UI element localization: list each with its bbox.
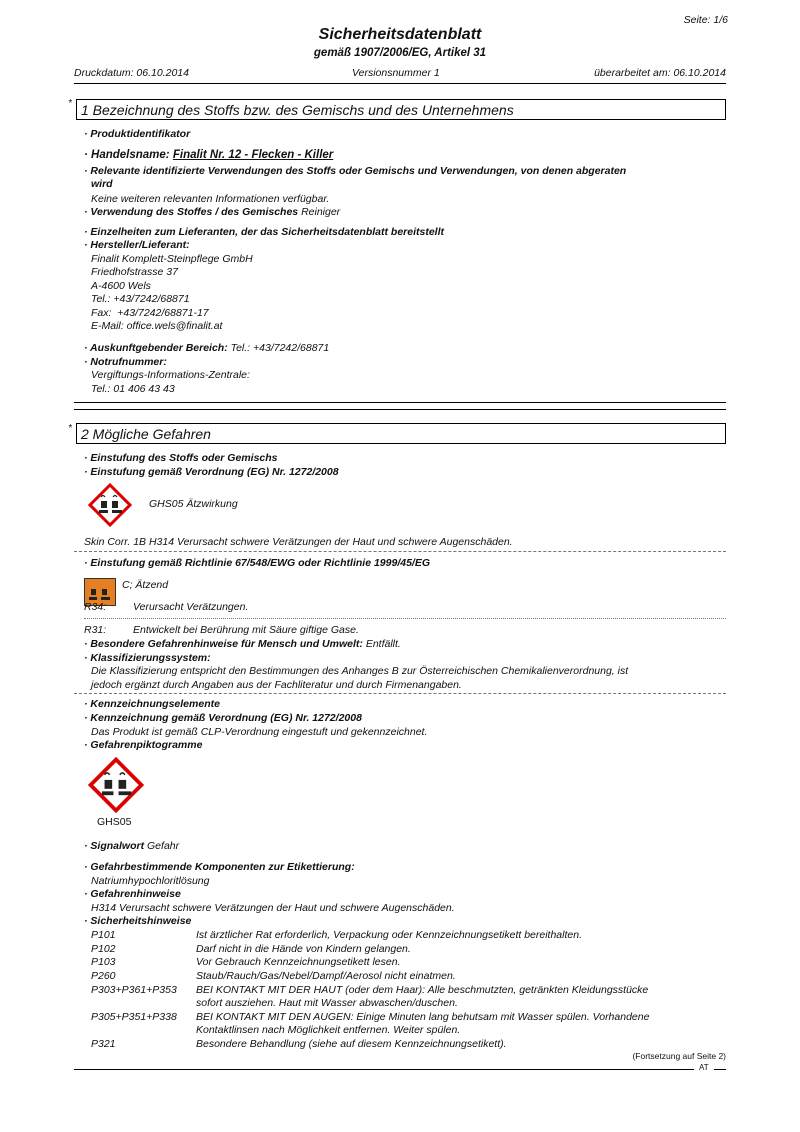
address-line: A-4600 Wels [91,280,151,292]
komponenten-label: · Gefahrbestimmende Komponenten zur Etikettierung: [84,861,355,873]
p-code: P321 [91,1038,116,1050]
footer-rule-end [714,1069,726,1070]
p-code: P102 [91,943,116,955]
ghs05-pictogram-icon [88,757,144,813]
p-code: P101 [91,929,116,941]
keine-info: Keine weiteren relevanten Informationen verfügbar. [91,193,330,205]
kennzeichnung-text: Das Produkt ist gemäß CLP-Verordnung eingestuft und gekennzeichnet. [91,726,428,738]
verwendung-value: Reiniger [301,206,341,218]
signalwort-value: Gefahr [147,840,180,852]
verwendung-label: · Verwendung des Stoffes / des Gemisches [84,206,299,218]
hersteller-label: · Hersteller/Lieferant: [84,239,190,251]
einzelheiten-label: · Einzelheiten zum Lieferanten, der das Sicherheitsdatenblatt bereitstellt [84,226,444,238]
page-number: Seite: 1/6 [683,14,728,26]
r31-code: R31: [84,624,107,636]
relevante-verwendungen-1: · Relevante identifizierte Verwendungen des Stoffs oder Gemischs und Verwendungen, von denen abgeraten [84,165,627,177]
skin-corr-line: Skin Corr. 1B H314 Verursacht schwere Verätzungen der Haut und schwere Augenschäden. [84,536,513,548]
komponenten-value: Natriumhypochloritlösung [91,875,210,887]
r31-text: Entwickelt bei Berührung mit Säure giftige Gase. [133,624,359,636]
notruf-line: Tel.: 01 406 43 43 [91,383,175,395]
dashed-divider [74,551,726,552]
section-rule [74,409,726,410]
document-subtitle: gemäß 1907/2006/EG, Artikel 31 [313,47,487,59]
footer-rule [74,1069,694,1070]
address-line: Finalit Komplett-Steinpflege GmbH [91,253,253,265]
address-line: Tel.: +43/7242/68871 [91,293,190,305]
notruf-label: · Notrufnummer: [84,356,167,368]
p-text-cont: sofort ausziehen. Haut mit Wasser abwaschen/duschen. [196,997,458,1009]
document-title: Sicherheitsdatenblatt [318,26,482,43]
besondere-label: · Besondere Gefahrenhinweise für Mensch und Umwelt: [84,638,363,650]
gefahrenhinweise-value: H314 Verursacht schwere Verätzungen der Haut und schwere Augenschäden. [91,902,455,914]
revised-date: überarbeitet am: 06.10.2014 [594,67,726,79]
p-text: Ist ärztlicher Rat erforderlich, Verpackung oder Kennzeichnungsetikett bereithalten. [196,929,582,941]
auskunft-label: · Auskunftgebender Bereich: [84,342,228,354]
address-line: Fax: +43/7242/68871-17 [91,307,209,319]
r34-code: R34: [84,601,107,613]
section-1-heading: 1 Bezeichnung des Stoffs bzw. des Gemischs und des Unternehmens [76,99,726,120]
p-text: Besondere Behandlung (siehe auf diesem Kennzeichnungsetikett). [196,1038,507,1050]
kennzeichnung-vo-label: · Kennzeichnung gemäß Verordnung (EG) Nr. 1272/2008 [84,712,362,724]
handelsname-value: Finalit Nr. 12 - Flecken - Killer [172,149,334,161]
einstufung-label: · Einstufung des Stoffs oder Gemischs [84,452,278,464]
country-code: AT [699,1063,709,1072]
section-rule [74,402,726,403]
handelsname-label: · Handelsname: [84,149,170,161]
p-text: Darf nicht in die Hände von Kindern gelangen. [196,943,411,955]
dotted-divider [84,618,726,619]
p-code: P103 [91,956,116,968]
auskunft-row [84,342,329,355]
p-code: P303+P361+P353 [91,984,177,996]
auskunft-value: Tel.: +43/7242/68871 [230,342,330,354]
r34-text: Verursacht Verätzungen. [133,601,249,613]
version-number: Versionsnummer 1 [352,67,440,79]
p-text: Vor Gebrauch Kennzeichnungsetikett lesen. [196,956,401,968]
handelsname-row [84,149,333,162]
ghs05-corrosion-icon [88,483,132,527]
einstufung-vo-label: · Einstufung gemäß Verordnung (EG) Nr. 1272/2008 [84,466,339,478]
p-text: Staub/Rauch/Gas/Nebel/Dampf/Aerosol nicht einatmen. [196,970,456,982]
sicherheitshinweise-label: · Sicherheitshinweise [84,915,192,927]
notruf-line: Vergiftungs-Informations-Zentrale: [91,369,250,381]
header-rule [74,83,726,84]
c-aetzend: C; Ätzend [122,579,169,591]
p-text: BEI KONTAKT MIT DER HAUT (oder dem Haar): Alle beschmutzten, getränkten Kleidungsstücke [196,984,649,996]
change-marker: * [68,423,72,434]
p-text: BEI KONTAKT MIT DEN AUGEN: Einige Minuten lang behutsam mit Wasser spülen. Vorhandene [196,1011,650,1023]
p-code: P260 [91,970,116,982]
ghs05-text: GHS05 Ätzwirkung [149,498,238,510]
kennzeichnungselemente-label: · Kennzeichnungselemente [84,698,220,710]
print-date: Druckdatum: 06.10.2014 [74,67,189,79]
p-code: P305+P351+P338 [91,1011,177,1023]
piktogramme-label: · Gefahrenpiktogramme [84,739,203,751]
ghs05-label: GHS05 [97,816,132,828]
besondere-row [84,638,401,651]
change-marker: * [68,98,72,109]
address-line: Friedhofstrasse 37 [91,266,178,278]
klassifizierung-text: jedoch ergänzt durch Angaben aus der Fachliteratur und durch Firmenangaben. [91,679,462,691]
verwendung-row [84,206,340,219]
section-2-heading: 2 Mögliche Gefahren [76,423,726,444]
besondere-value: Entfällt. [365,638,401,650]
dashed-divider [74,693,726,694]
signalwort-label: · Signalwort [84,840,145,852]
p-text-cont: Kontaktlinsen nach Möglichkeit entfernen. Weiter spülen. [196,1024,461,1036]
klassifizierung-label: · Klassifizierungssystem: [84,652,211,664]
address-line: E-Mail: office.wels@finalit.at [91,320,223,332]
relevante-verwendungen-2: wird [91,178,113,190]
continued-note: (Fortsetzung auf Seite 2) [632,1051,726,1061]
signalwort-row [84,840,179,853]
klassifizierung-text: Die Klassifizierung entspricht den Bestimmungen des Anhanges B zur Österreichischen Chemikalienverordnung, ist [91,665,629,677]
produktidentifikator-label: · Produktidentifikator [84,128,191,140]
gefahrenhinweise-label: · Gefahrenhinweise [84,888,181,900]
einstufung-rl-label: · Einstufung gemäß Richtlinie 67/548/EWG oder Richtlinie 1999/45/EG [84,557,431,569]
